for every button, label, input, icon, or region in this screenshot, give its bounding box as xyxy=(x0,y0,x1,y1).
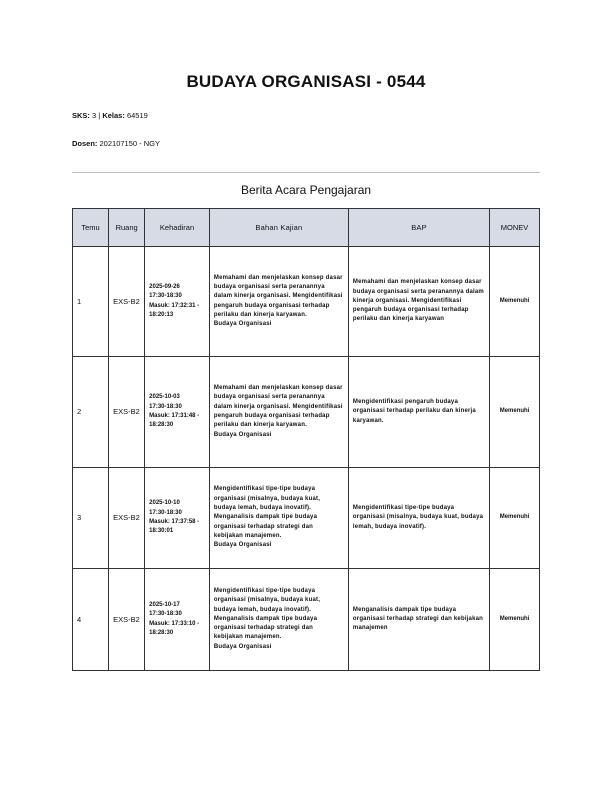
header-ruang: Ruang xyxy=(109,209,145,247)
table-row xyxy=(73,357,540,468)
kajian-topic: Budaya Organisasi xyxy=(213,542,272,549)
cell-monev: Memenuhi xyxy=(490,569,540,671)
attendance-time: 17:30-18:30 xyxy=(149,403,182,410)
attendance-out: 18:30:01 xyxy=(149,528,174,535)
page-title: BUDAYA ORGANISASI - 0544 xyxy=(186,72,426,91)
cell-bap: Memahami dan menjelaskan konsep dasar budaya organisasi serta peranannya dalam kinerja organisasi. Mengidentifikasi pengaruh budaya organisasi terhadap perilaku dan kinerja karyawan xyxy=(348,247,489,357)
attendance-time: 17:30-18:30 xyxy=(149,509,182,516)
kajian-text: Memahami dan menjelaskan konsep dasar budaya organisasi serta peranannya dalam kinerja organisasi. Mengidentifikasi pengaruh budaya organisasi terhadap perilaku dan kinerja karyawan. xyxy=(213,385,343,429)
cell-temu: 3 xyxy=(73,468,109,569)
cell-ruang: EXS-B2 xyxy=(109,357,145,468)
header-bahan-kajian: Bahan Kajian xyxy=(209,209,348,247)
header-temu: Temu xyxy=(73,209,109,247)
teaching-log-table xyxy=(72,208,540,671)
kelas-label: Kelas: xyxy=(102,111,125,120)
kajian-text: Memahami dan menjelaskan konsep dasar budaya organisasi serta peranannya dalam kinerja organisasi. Mengidentifikasi pengaruh budaya organisasi terhadap perilaku dan kinerja karyawan. xyxy=(213,274,343,318)
table-row xyxy=(73,468,540,569)
cell-kehadiran xyxy=(145,247,210,357)
cell-monev: Memenuhi xyxy=(490,247,540,357)
kajian-topic: Budaya Organisasi xyxy=(213,643,272,650)
dosen-label: Dosen: xyxy=(72,139,98,148)
cell-bap: Mengidentifikasi tipe-tipe budaya organisasi (misalnya, budaya kuat, budaya lemah, budaya inovatif). xyxy=(348,468,489,569)
attendance-date: 2025-09-26 xyxy=(149,283,180,290)
kajian-text: Mengidentifikasi tipe-tipe budaya organisasi (misalnya, budaya kuat, budaya lemah, budaya inovatif). Menganalisis dampak tipe budaya organisasi terhadap strategi dan kebijakan manajemen. xyxy=(213,486,321,539)
attendance-out: 18:28:30 xyxy=(149,422,174,429)
cell-bahan-kajian xyxy=(209,247,348,357)
cell-bahan-kajian xyxy=(209,569,348,671)
sks-label: SKS: xyxy=(72,111,90,120)
attendance-out: 18:28:30 xyxy=(149,629,174,636)
section-title: Berita Acara Pengajaran xyxy=(240,183,372,197)
sks-value: 3 xyxy=(92,111,97,120)
attendance-in: Masuk: 17:32:31 - xyxy=(149,302,200,309)
table-row xyxy=(73,569,540,671)
attendance-date: 2025-10-17 xyxy=(149,601,180,608)
header-bap: BAP xyxy=(348,209,489,247)
cell-monev: Memenuhi xyxy=(490,468,540,569)
lecturer-meta xyxy=(72,139,160,148)
kajian-text: Mengidentifikasi tipe-tipe budaya organisasi (misalnya, budaya kuat, budaya lemah, budaya inovatif). Menganalisis dampak tipe budaya organisasi terhadap strategi dan kebijakan manajemen. xyxy=(213,587,321,641)
cell-ruang: EXS-B2 xyxy=(109,468,145,569)
kelas-value: 64519 xyxy=(126,111,148,120)
cell-ruang: EXS-B2 xyxy=(109,569,145,671)
kajian-topic: Budaya Organisasi xyxy=(213,431,272,438)
cell-bap: Mengidentifikasi pengaruh budaya organisasi terhadap perilaku dan kinerja karyawan. xyxy=(348,357,489,468)
attendance-date: 2025-10-03 xyxy=(149,394,180,401)
cell-kehadiran xyxy=(145,357,210,468)
attendance-date: 2025-10-10 xyxy=(149,500,180,507)
cell-bap: Menganalisis dampak tipe budaya organisasi terhadap strategi dan kebijakan manajemen xyxy=(348,569,489,671)
attendance-in: Masuk: 17:37:58 - xyxy=(149,519,200,525)
cell-temu: 1 xyxy=(73,247,109,357)
attendance-out: 18:20:13 xyxy=(149,311,174,318)
header-monev: MONEV xyxy=(490,209,540,247)
attendance-time: 17:30-18:30 xyxy=(149,293,182,300)
table-row xyxy=(73,247,540,357)
course-meta xyxy=(72,111,148,120)
cell-temu: 4 xyxy=(73,569,109,671)
cell-bahan-kajian xyxy=(209,468,348,569)
cell-ruang: EXS-B2 xyxy=(109,247,145,357)
meta-separator: | xyxy=(98,111,101,120)
cell-kehadiran xyxy=(145,468,210,569)
kajian-topic: Budaya Organisasi xyxy=(213,321,272,328)
divider xyxy=(72,172,540,173)
dosen-value: 202107150 - NGY xyxy=(99,139,160,148)
attendance-in: Masuk: 17:31:48 - xyxy=(149,413,200,419)
cell-monev: Memenuhi xyxy=(490,357,540,468)
table-header-row xyxy=(73,209,540,247)
cell-bahan-kajian xyxy=(209,357,348,468)
attendance-in: Masuk: 17:33:10 - xyxy=(149,620,200,627)
cell-kehadiran xyxy=(145,569,210,671)
attendance-time: 17:30-18:30 xyxy=(149,611,182,618)
cell-temu: 2 xyxy=(73,357,109,468)
header-kehadiran: Kehadiran xyxy=(145,209,210,247)
